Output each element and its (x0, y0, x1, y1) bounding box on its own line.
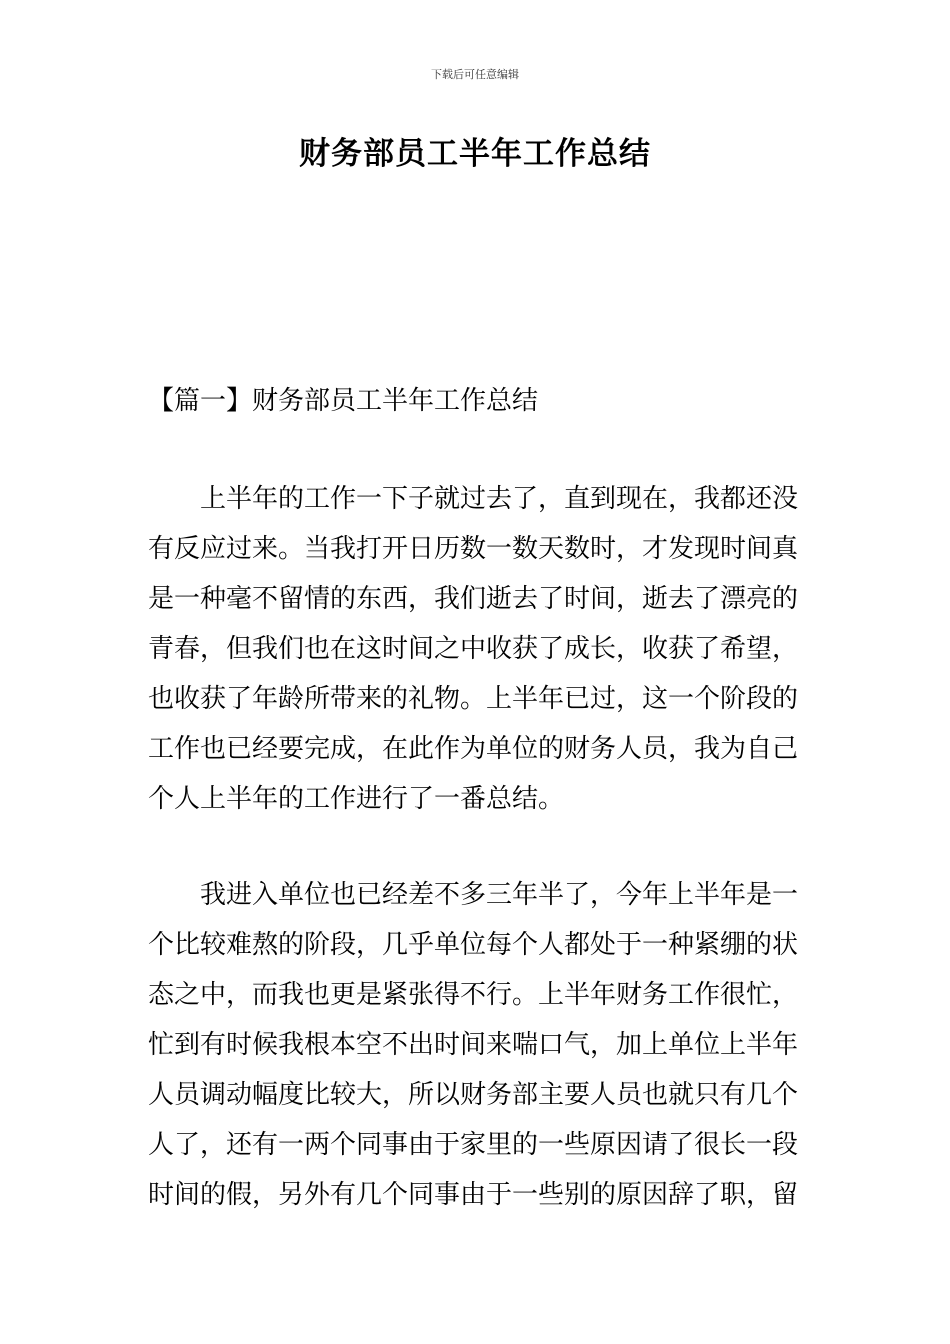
paragraph-line: 青春，但我们也在这时间之中收获了成长，收获了希望， (148, 634, 799, 664)
paragraph-line: 人了，还有一两个同事由于家里的一些原因请了很长一段 (148, 1130, 799, 1160)
paragraph-line: 个人上半年的工作进行了一番总结。 (148, 784, 565, 814)
paragraph-line: 个比较难熬的阶段，几乎单位每个人都处于一种紧绷的状 (148, 930, 799, 960)
paragraph-line: 我进入单位也已经差不多三年半了，今年上半年是一 (200, 880, 799, 910)
paragraph-line: 忙到有时候我根本空不出时间来喘口气，加上单位上半年 (148, 1030, 799, 1060)
paragraph-line: 是一种毫不留情的东西，我们逝去了时间，逝去了漂亮的 (148, 584, 799, 614)
paragraph-line: 也收获了年龄所带来的礼物。上半年已过，这一个阶段的 (148, 684, 799, 714)
paragraph-line: 上半年的工作一下子就过去了，直到现在，我都还没 (200, 484, 799, 514)
paragraph-2 (148, 870, 808, 1220)
paragraph-1 (148, 474, 808, 824)
paragraph-line: 有反应过来。当我打开日历数一数天数时，才发现时间真 (148, 534, 799, 564)
header-note: 下载后可任意编辑 (431, 68, 519, 81)
paragraph-line: 工作也已经要完成，在此作为单位的财务人员，我为自己 (148, 734, 799, 764)
section-heading: 【篇一】财务部员工半年工作总结 (148, 386, 539, 416)
paragraph-line: 人员调动幅度比较大，所以财务部主要人员也就只有几个 (148, 1080, 799, 1110)
document-title: 财务部员工半年工作总结 (299, 136, 651, 172)
paragraph-line: 态之中，而我也更是紧张得不行。上半年财务工作很忙， (148, 980, 799, 1010)
paragraph-line: 时间的假，另外有几个同事由于一些别的原因辞了职，留 (148, 1180, 799, 1210)
